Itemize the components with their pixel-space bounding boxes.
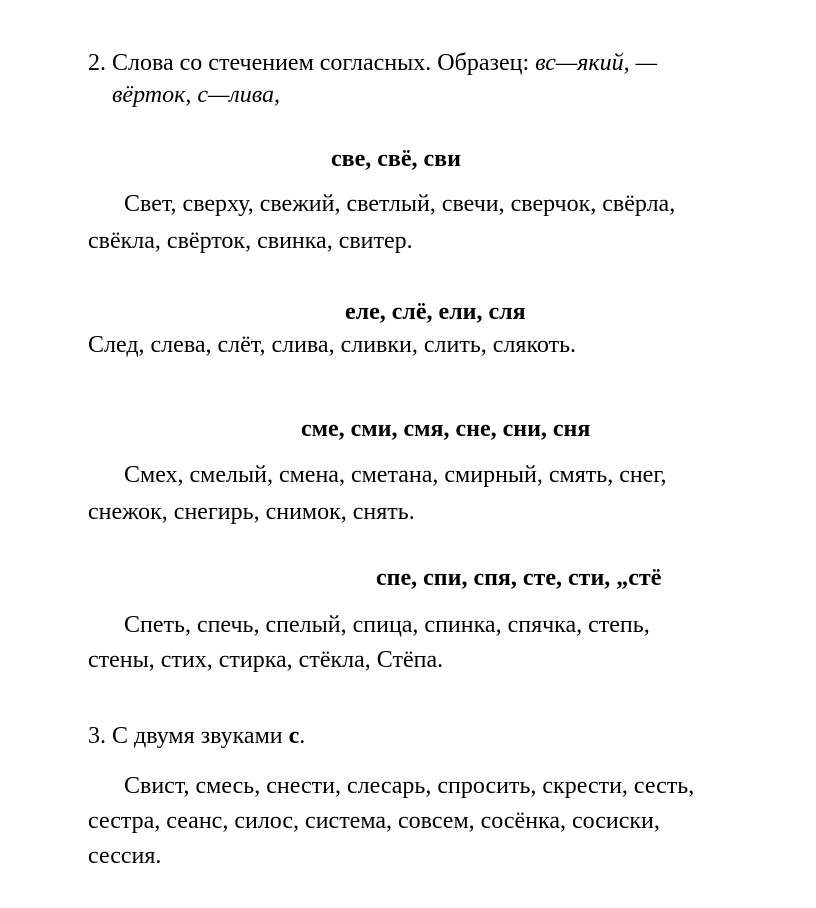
group-4-syllables: спе, спи, спя, сте, сти, „стё	[376, 565, 662, 591]
section-3-line-1: Свист, смесь, снести, слесарь, спросить, скрести, сесть,	[124, 773, 695, 799]
section-2-example-2: вёрток, с—лива,	[112, 82, 281, 108]
section-3-line-3: сессия.	[88, 843, 162, 869]
group-4-line-1: Спеть, спечь, спелый, спица, спинка, спячка, степь,	[124, 612, 650, 638]
section-2-example-1: вс—який, —	[535, 50, 657, 76]
group-3-line-1: Смех, смелый, смена, сметана, смирный, смять, снег,	[124, 462, 667, 488]
group-1-line-1: Свет, сверху, свежий, светлый, свечи, сверчок, свёрла,	[124, 191, 676, 217]
group-4-line-2: стены, стих, стирка, стёкла, Стёпа.	[88, 647, 444, 673]
group-1-line-2: свёкла, свёрток, свинка, свитер.	[88, 228, 413, 254]
group-2-line-1: След, слева, слёт, слива, сливки, слить, слякоть.	[88, 332, 577, 358]
group-3-line-2: снежок, снегирь, снимок, снять.	[88, 499, 415, 525]
section-3-heading-letter: с	[288, 723, 300, 749]
section-2-heading	[88, 48, 657, 78]
section-3-line-2: сестра, сеанс, силос, система, совсем, сосёнка, сосиски,	[88, 808, 660, 834]
group-1-syllables: све, свё, сви	[331, 146, 461, 172]
group-3-syllables: сме, сми, смя, сне, сни, сня	[301, 416, 591, 442]
group-2-syllables: еле, слё, ели, сля	[345, 299, 526, 325]
section-3-heading	[88, 721, 305, 751]
section-3-heading-text: 3. С двумя звуками	[88, 723, 289, 749]
section-2-heading-text: 2. Слова со стечением согласных. Образец:	[88, 50, 536, 76]
section-3-heading-suffix: .	[299, 723, 306, 749]
